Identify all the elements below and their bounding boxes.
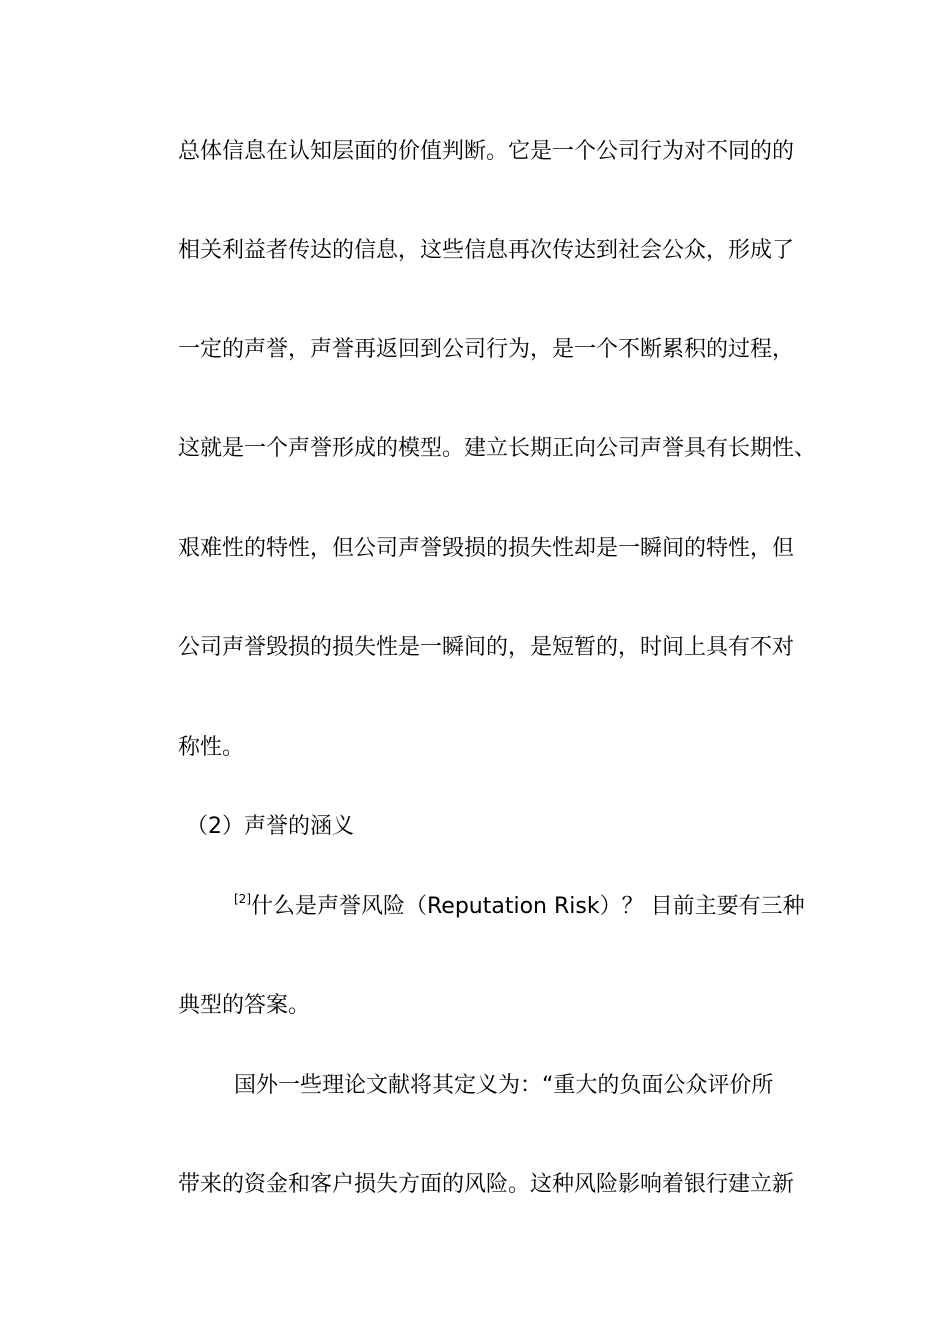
citation-marker: [2] (234, 892, 251, 906)
paragraph-line: 这就是一个声誉形成的模型。建立长期正向公司声誉具有长期性、 (178, 436, 817, 461)
section-heading: （2）声誉的涵义 (186, 814, 354, 839)
paragraph-line: 相关利益者传达的信息，这些信息再次传达到社会公众，形成了 (178, 238, 795, 263)
paragraph-line: 带来的资金和客户损失方面的风险。这种风险影响着银行建立新 (178, 1172, 795, 1197)
paragraph-line: 称性。 (178, 735, 245, 760)
paragraph-line: 公司声誉毁损的损失性是一瞬间的，是短暂的，时间上具有不对 (178, 635, 795, 660)
paragraph-line: 总体信息在认知层面的价值判断。它是一个公司行为对不同的的 (178, 139, 795, 164)
paragraph-line: 一定的声誉，声誉再返回到公司行为，是一个不断累积的过程， (178, 337, 795, 362)
paragraph-line: 国外一些理论文献将其定义为：“重大的负面公众评价所 (234, 1073, 774, 1098)
paragraph-text: 什么是声誉风险（Reputation Risk）？ 目前主要有三种 (251, 894, 805, 919)
paragraph-line (234, 893, 805, 921)
paragraph-line: 典型的答案。 (178, 993, 311, 1018)
paragraph-line: 艰难性的特性，但公司声誉毁损的损失性却是一瞬间的特性，但 (178, 536, 795, 561)
